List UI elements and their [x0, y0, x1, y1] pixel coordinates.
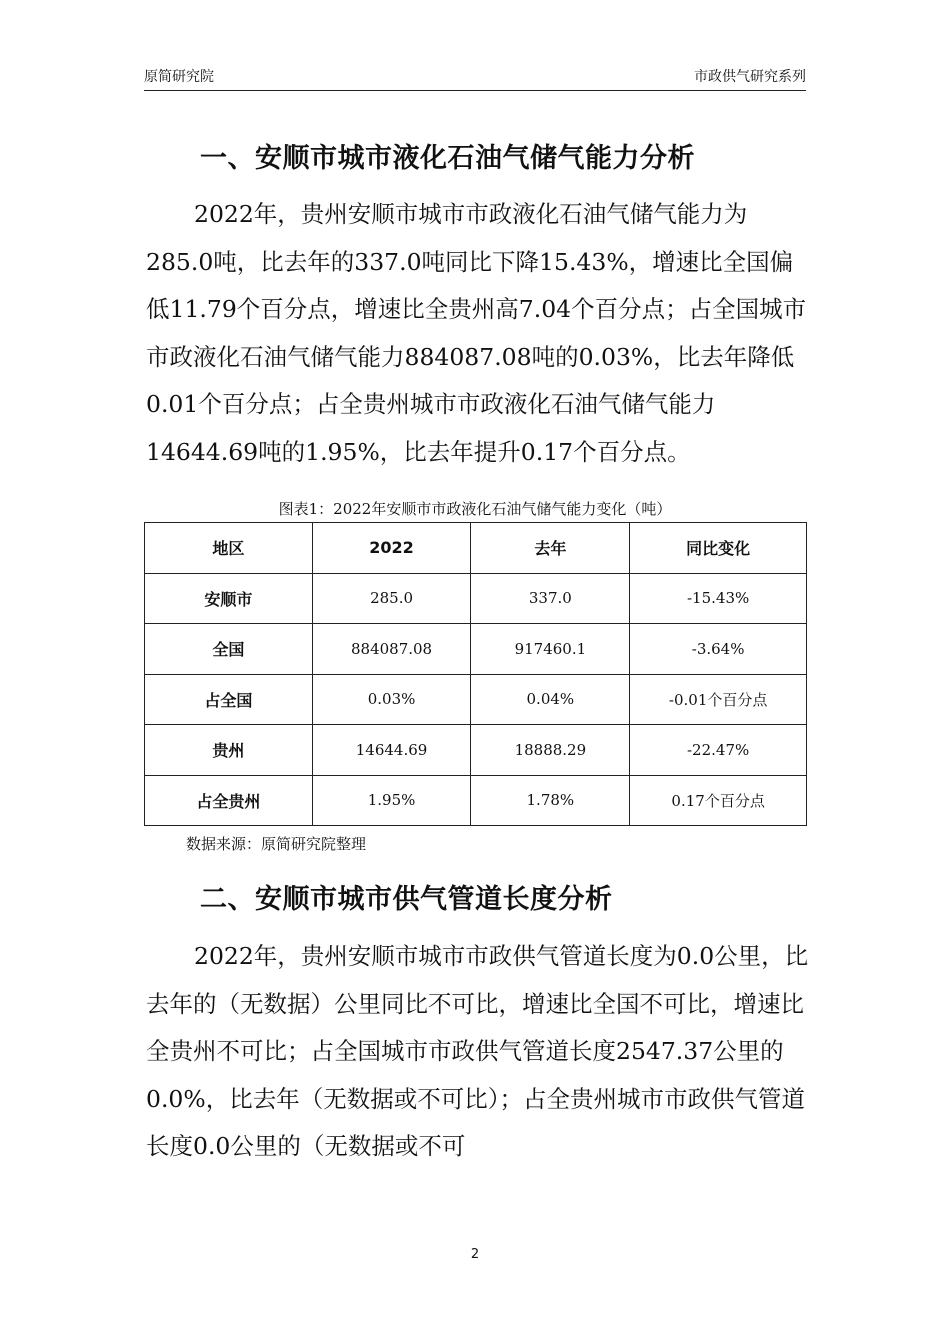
section2-paragraph: 2022年，贵州安顺市城市市政供气管道长度为0.0公里，比去年的（无数据）公里同比不可比，增速比全国不可比，增速比全贵州不可比；占全国城市市政供气管道长度2547.37公里的0.0%，比去年（无数据或不可比）；占全贵州城市市政供气管道长度0.0公里的（无数据或不可	[146, 942, 809, 1160]
table-row	[145, 674, 807, 725]
section1-title: 一、安顺市城市液化石油气储气能力分析	[200, 143, 695, 174]
header-series-name: 市政供气研究系列	[694, 69, 806, 85]
table-caption: 图表1：2022年安顺市市政液化石油气储气能力变化（吨）	[278, 500, 672, 518]
table-row-label: 占全贵州	[145, 775, 313, 826]
table-header-row	[145, 523, 807, 574]
page-header	[144, 66, 806, 91]
table-row	[145, 573, 807, 624]
table-cell: -22.47%	[630, 725, 807, 776]
table-cell: 884087.08	[312, 624, 471, 675]
table-row	[145, 624, 807, 675]
table-header-cell: 同比变化	[630, 523, 807, 574]
table-row-label: 贵州	[145, 725, 313, 776]
table-cell: -15.43%	[630, 573, 807, 624]
table-cell: 285.0	[312, 573, 471, 624]
table-row	[145, 775, 807, 826]
table-row	[145, 725, 807, 776]
table-cell: 18888.29	[471, 725, 630, 776]
table-cell: 0.04%	[471, 674, 630, 725]
table-row-label: 占全国	[145, 674, 313, 725]
table-cell: -3.64%	[630, 624, 807, 675]
header-org-name: 原简研究院	[144, 69, 214, 85]
table-cell: 14644.69	[312, 725, 471, 776]
section1-paragraph: 2022年，贵州安顺市城市市政液化石油气储气能力为285.0吨，比去年的337.0吨同比下降15.43%，增速比全国偏低11.79个百分点，增速比全贵州高7.04个百分点；占全国城市市政液化石油气储气能力884087.08吨的0.03%，比去年降低0.01个百分点；占全贵州城市市政液化石油气储气能力14644.69吨的1.95%，比去年提升0.17个百分点。	[146, 200, 807, 466]
table-cell: 0.03%	[312, 674, 471, 725]
table-cell: 1.78%	[471, 775, 630, 826]
table-header-cell: 去年	[471, 523, 630, 574]
table-cell: 0.17个百分点	[630, 775, 807, 826]
table-source-note: 数据来源：原简研究院整理	[186, 835, 367, 853]
section2-title: 二、安顺市城市供气管道长度分析	[200, 884, 613, 915]
table-cell: 337.0	[471, 573, 630, 624]
table-cell: -0.01个百分点	[630, 674, 807, 725]
table-cell: 917460.1	[471, 624, 630, 675]
page-number: 2	[470, 1247, 480, 1262]
table-cell: 1.95%	[312, 775, 471, 826]
table-row-label: 全国	[145, 624, 313, 675]
table-header-cell: 地区	[145, 523, 313, 574]
data-table	[144, 522, 807, 826]
table-row-label: 安顺市	[145, 573, 313, 624]
table-header-cell: 2022	[312, 523, 471, 574]
